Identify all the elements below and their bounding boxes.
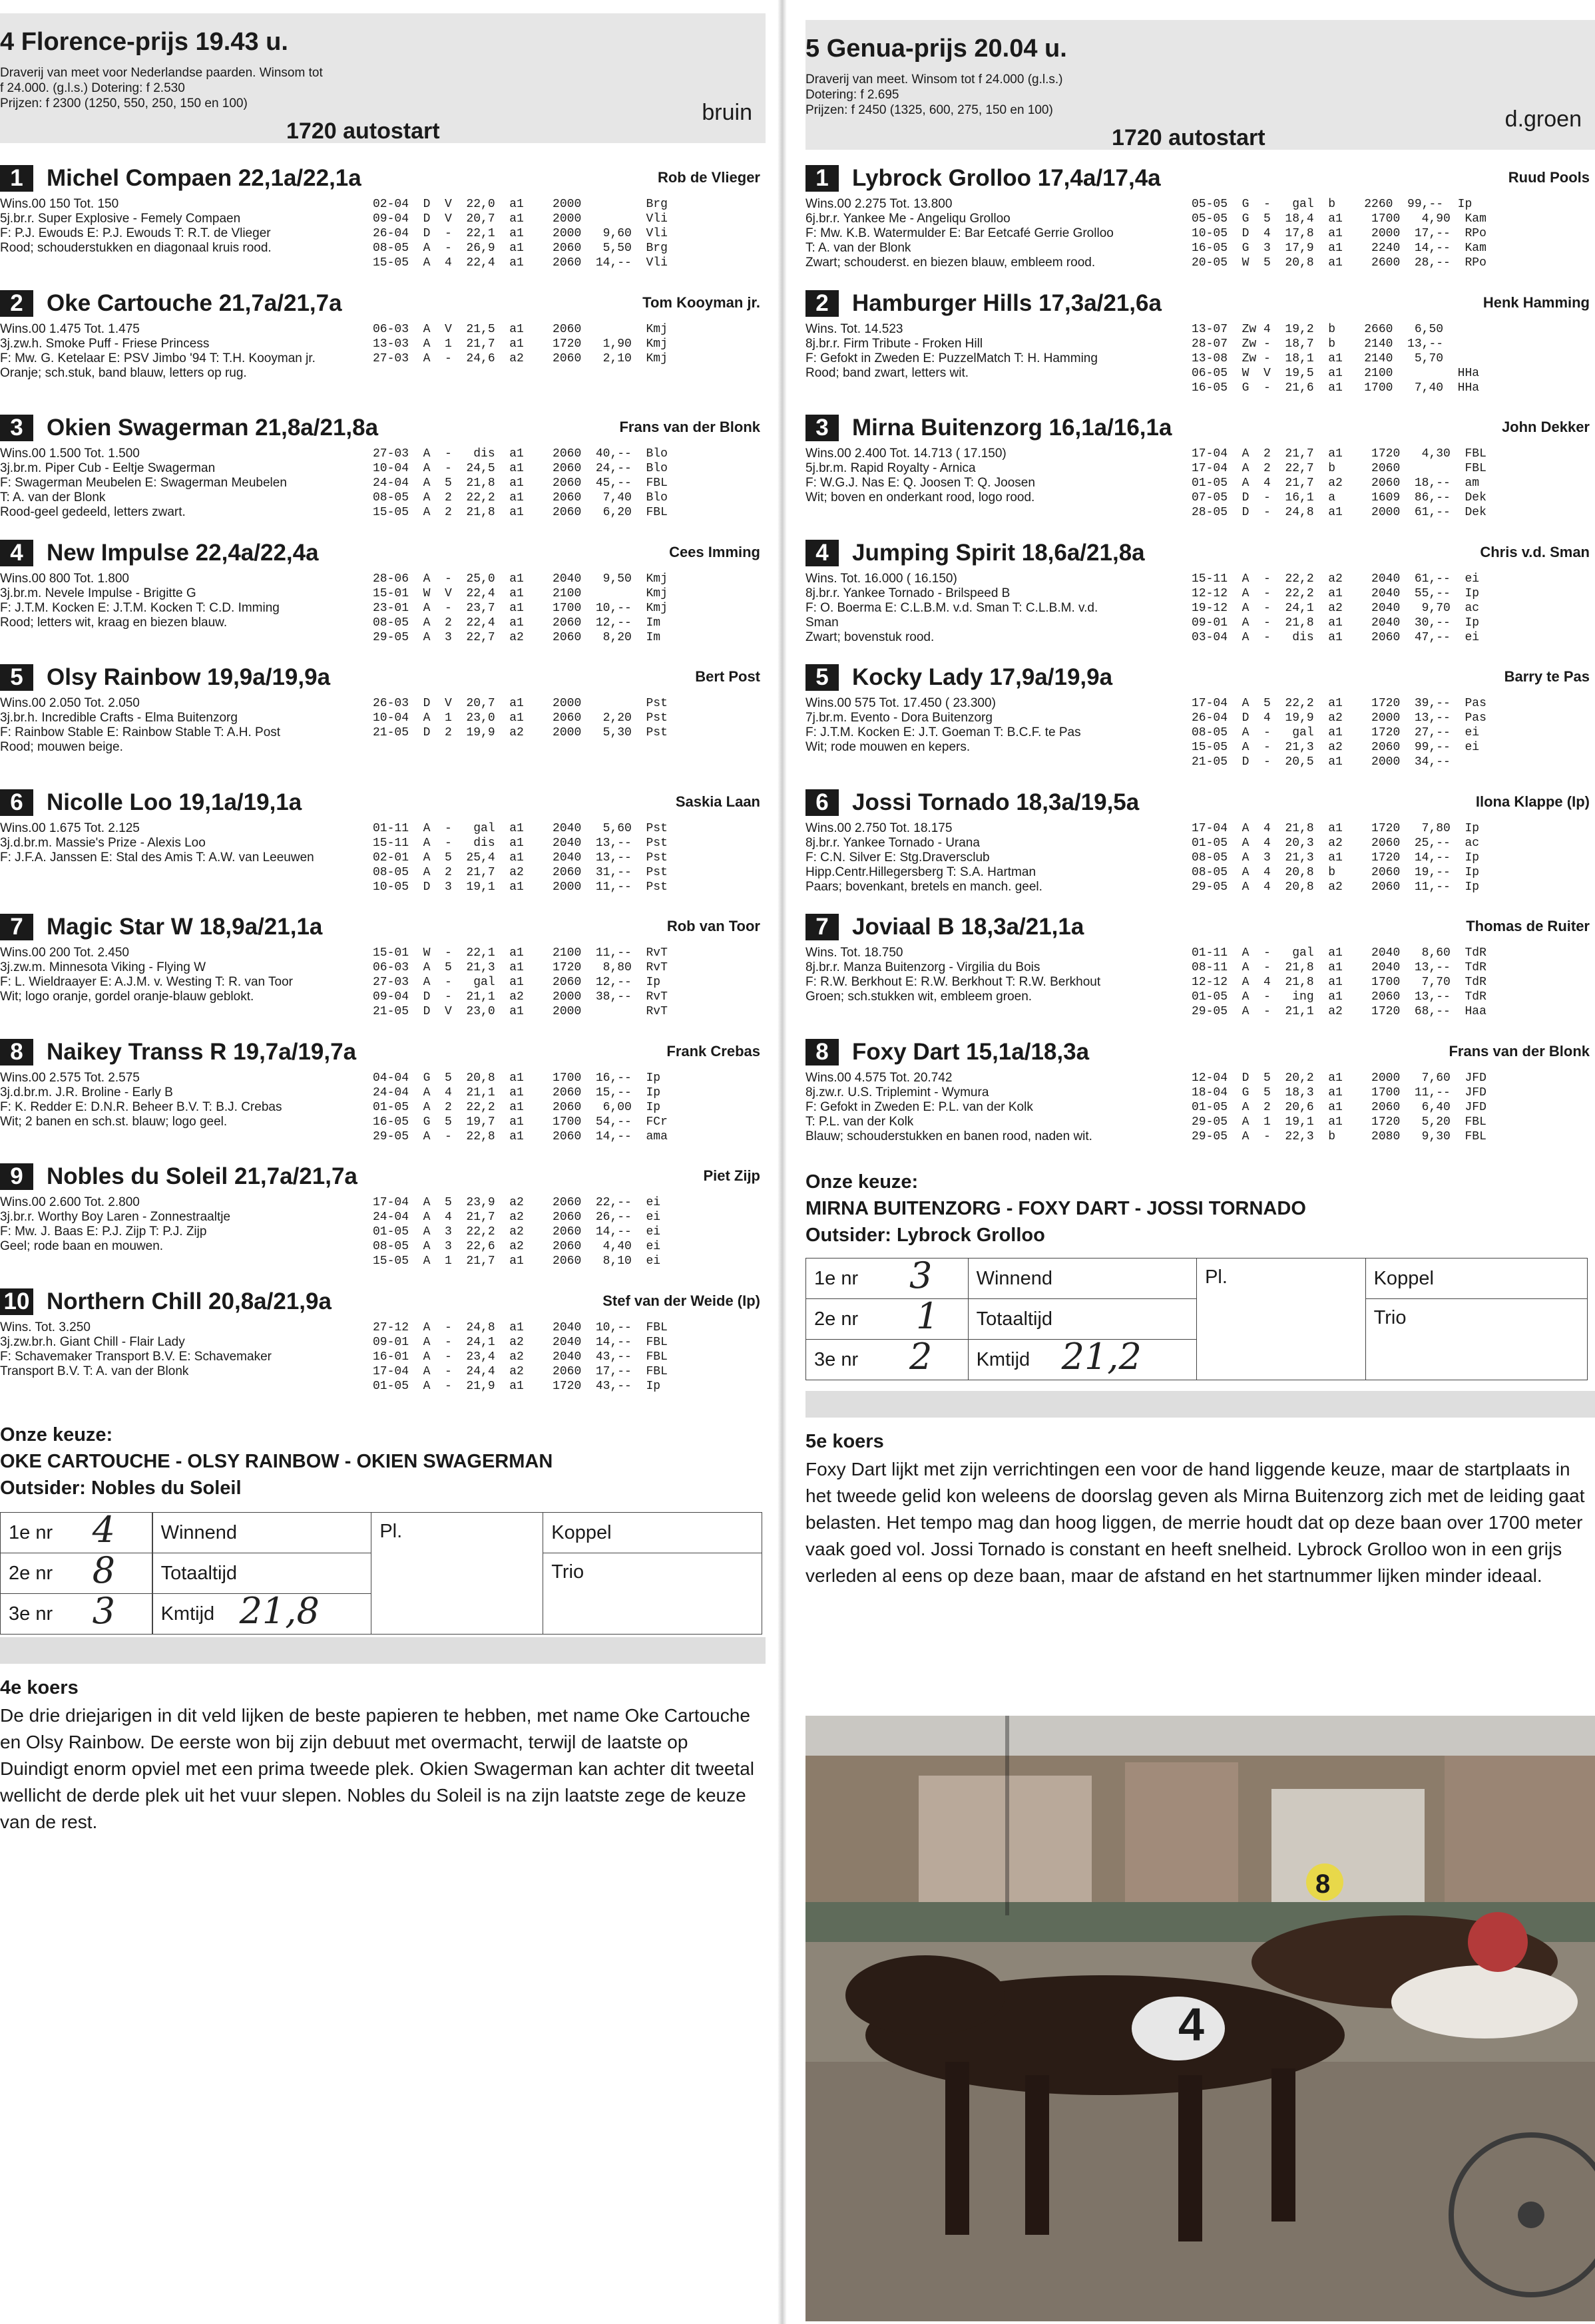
race-color: bruin [702,100,752,125]
horse-info: Wins. Tot. 16.000 ( 16.150) 8j.br.r. Yankee Tornado - Brilspeed B F: O. Boerma E: C.L.B.M. v.d. Sman T: C.L.B.M. v.d. Sman Zwart; bovenstuk rood. [805,571,1098,644]
race-description: Draverij van meet voor Nederlandse paarden. Winsom tot f 24.000. (g.l.s.) Dotering: f 2.530 Prijzen: f 2300 (1250, 550, 250, 150 en 100) [0,66,323,110]
horse-entry [0,539,766,644]
horse-results: 05-05 G - gal b 2260 99,-- Ip 05-05 G 5 18,4 a1 1700 4,90 Kam 10-05 D 4 17,8 a1 2000 17,-- RPo 16-05 G 3 17,9 a1 2240 14,-- Kam 20-05 W 5 20,8 a1 2600 28,-- RPo [1192,198,1486,270]
horse-trainer: Cees Imming [669,543,760,560]
horse-number: 1 [805,165,839,192]
handwritten-second: 1 [916,1295,939,1337]
horse-trainer: Henk Hamming [1482,293,1590,311]
horse-info: Wins. Tot. 18.750 8j.br.r. Manza Buitenzorg - Virgilia du Bois F: R.W. Berkhout E: R.W. Berkhout T: R.W. Berkhout Groen; sch.stukken wit, embleem groen. [805,946,1101,1004]
horse-info: Wins.00 2.050 Tot. 2.050 3j.br.h. Incredible Crafts - Elma Buitenzorg F: Rainbow Stable E: Rainbow Stable T: A.H. Post Rood; mouwen beige. [0,696,281,754]
horse-name: 1 Michel Compaen 22,1a/22,1a [0,165,361,192]
horse-name: 4 New Impulse 22,4a/22,4a [0,540,319,566]
photo-number-4: 4 [1178,1999,1204,2050]
horse-trainer: Thomas de Ruiter [1466,918,1590,934]
handwritten-first: 4 [92,1508,115,1551]
grid-label-r2: 2e nr [1,1553,152,1594]
horse-number: 7 [805,914,839,940]
horse-info: Wins. Tot. 14.523 8j.br.r. Firm Tribute - Froken Hill F: Gefokt in Zweden E: PuzzelMatch T: H. Hamming Rood; band zwart, letters wit. [805,321,1098,380]
horse-entry [805,914,1595,1018]
horse-number: 7 [0,914,33,940]
horse-name: 8 Naikey Transs R 19,7a/19,7a [0,1039,356,1065]
horse-results: 06-03 A V 21,5 a1 2060 Kmj 13-03 A 1 21,7 a1 1720 1,90 Kmj 27-03 A - 24,6 a2 2060 2,10 Kmj [373,322,668,365]
horse-number: 2 [0,290,33,317]
grid-kmtijd: Kmtijd 21,8 [152,1594,371,1635]
horse-number: 9 [0,1163,33,1190]
horse-info: Wins.00 2.275 Tot. 13.800 6j.br.r. Yankee Me - Angeliqu Grolloo F: Mw. K.B. Watermulder E: Bar Eetcafé Gerrie Grolloo T: A. van der Blonk Zwart; schouderst. en biezen blauw, embleem rood. [805,197,1114,270]
horse-results: 13-07 Zw 4 19,2 b 2660 6,50 28-07 Zw - 18,7 b 2140 13,-- 13-08 Zw - 18,1 a1 2140 5,70 06-05 W V 19,5 a1 2100 HHa 16-05 G - 21,6 a1 1700 7,40 HHa [1192,322,1480,395]
horse-entry [805,165,1595,270]
horse-trainer: Frank Crebas [666,1042,760,1060]
horse-results: 15-11 A - 22,2 a2 2040 61,-- ei 12-12 A - 22,2 a1 2040 55,-- Ip 19-12 A - 24,1 a2 2040 9,70 ac 09-01 A - 21,8 a1 2040 30,-- Ip 03-04 A - dis a1 2060 47,-- ei [1192,572,1480,644]
horse-number: 10 [0,1288,33,1315]
grid-pl: Pl. [1197,1259,1366,1380]
grid-label-r2: 2e nr 1 [806,1299,969,1340]
horse-name: 1 Lybrock Grolloo 17,4a/17,4a [805,165,1161,192]
horse-results: 27-12 A - 24,8 a1 2040 10,-- FBL 09-01 A - 24,1 a2 2040 14,-- FBL 16-01 A - 23,4 a2 2040 43,-- FBL 17-04 A - 24,4 a2 2060 17,-- FBL 01-05 A - 21,9 a1 1720 43,-- Ip [373,1320,668,1393]
grid-koppel: Koppel [543,1513,762,1553]
race-color: d.groen [1504,106,1582,132]
horse-name: 5 Olsy Rainbow 19,9a/19,9a [0,664,330,691]
horse-trainer: Tom Kooyman jr. [642,293,760,311]
horse-name: 6 Jossi Tornado 18,3a/19,5a [805,789,1139,816]
horse-number: 8 [805,1039,839,1065]
outsider-line: Outsider: Lybrock Grolloo [805,1225,1045,1246]
horse-number: 8 [0,1039,33,1065]
horse-results: 17-04 A 5 23,9 a2 2060 22,-- ei 24-04 A 4 21,7 a2 2060 26,-- ei 01-05 A 3 22,2 a2 2060 14,-- ei 08-05 A 3 22,6 a2 2060 4,40 ei 15-05 A 1 21,7 a1 2060 8,10 ei [373,1196,661,1268]
race-photo [805,1716,1595,2321]
horse-results: 01-11 A - gal a1 2040 5,60 Pst 15-11 A - dis a1 2040 13,-- Pst 02-01 A 5 25,4 a1 2040 13,-- Pst 08-05 A 2 21,7 a2 2060 31,-- Pst 10-05 D 3 19,1 a1 2000 11,-- Pst [373,821,668,894]
pick-heading: Onze keuze: [0,1424,113,1446]
horse-results: 15-01 W - 22,1 a1 2100 11,-- RvT 06-03 A 5 21,3 a1 1720 8,80 RvT 27-03 A - gal a1 2060 12,-- Ip 09-04 D - 21,1 a2 2000 38,-- RvT 21-05 D V 23,0 a1 2000 RvT [373,946,668,1018]
horse-trainer: Frans van der Blonk [619,419,760,435]
horse-info: Wins.00 150 Tot. 150 5j.br.r. Super Explosive - Femely Compaen F: P.J. Ewouds E: P.J. Ewouds T: R.T. de Vlieger Rood; schouderstukken en diagonaal kruis rood. [0,197,272,255]
race-5-column [805,0,1595,2324]
horse-results: 17-04 A 5 22,2 a1 1720 39,-- Pas 26-04 D 4 19,9 a2 2000 13,-- Pas 08-05 A - gal a1 1720 27,-- ei 15-05 A - 21,3 a2 2060 99,-- ei 21-05 D - 20,5 a1 2000 34,-- [1192,697,1486,769]
pick-line: OKE CARTOUCHE - OLSY RAINBOW - OKIEN SWAGERMAN [0,1451,553,1472]
horse-results: 17-04 A 4 21,8 a1 1720 7,80 Ip 01-05 A 4 20,3 a2 2060 25,-- ac 08-05 A 3 21,3 a1 1720 14,-- Ip 08-05 A 4 20,8 b 2060 19,-- Ip 29-05 A 4 20,8 a2 2060 11,-- Ip [1192,821,1480,894]
horse-entry [805,539,1595,644]
grid-trio: Trio [543,1553,762,1635]
handwritten-kmtijd: 21,8 [239,1590,320,1632]
grid-trio: Trio [1365,1299,1587,1380]
grid-label-r3: 3e nr 2 [806,1340,969,1380]
horse-trainer: Saskia Laan [675,793,760,810]
horse-trainer: Stef van der Weide (Ip) [602,1292,760,1309]
horse-results: 02-04 D V 22,0 a1 2000 Brg 09-04 D V 20,7 a1 2000 Vli 26-04 D - 22,1 a1 2000 9,60 Vli 08-05 A - 26,9 a1 2060 5,50 Brg 15-05 A 4 22,4 a1 2060 14,-- Vli [373,198,668,270]
bet-grid [805,1255,1588,1380]
grey-bar [805,1391,1595,1418]
horse-info: Wins.00 1.675 Tot. 2.125 3j.d.br.m. Massie's Prize - Alexis Loo F: J.F.A. Janssen E: Stal des Amis T: A.W. van Leeuwen [0,821,314,865]
grid-totaaltijd: Totaaltijd [968,1299,1196,1340]
horse-results: 01-11 A - gal a1 2040 8,60 TdR 08-11 A - 21,8 a1 2040 13,-- TdR 12-12 A 4 21,8 a1 1700 7,70 TdR 01-05 A - ing a1 2060 13,-- TdR 29-05 A - 21,1 a2 1720 68,-- Haa [1192,946,1486,1018]
horse-trainer: Ruud Pools [1508,169,1590,186]
horse-trainer: Rob van Toor [666,918,760,934]
horse-name: 2 Oke Cartouche 21,7a/21,7a [0,290,342,317]
horse-results: 17-04 A 2 21,7 a1 1720 4,30 FBL 17-04 A 2 22,7 b 2060 FBL 01-05 A 4 21,7 a2 2060 18,-- am 07-05 D - 16,1 a 1609 86,-- Dek 28-05 D - 24,8 a1 2000 61,-- Dek [1192,447,1486,519]
grid-pl: Pl. [371,1513,543,1635]
handwritten-kmtijd: 21,2 [1061,1336,1142,1378]
horse-entry [0,1288,766,1393]
horse-results: 27-03 A - dis a1 2060 40,-- Blo 10-04 A - 24,5 a1 2060 24,-- Blo 24-04 A 5 21,8 a1 2060 45,-- FBL 08-05 A 2 22,2 a1 2060 7,40 Blo 15-05 A 2 21,8 a1 2060 6,20 FBL [373,447,668,519]
horse-info: Wins.00 2.750 Tot. 18.175 8j.br.r. Yankee Tornado - Urana F: C.N. Silver E: Stg.Draversclub Hipp.Centr.Hillegersberg T: S.A. Hartman Paars; bovenkant, bretels en manch. geel. [805,821,1042,894]
horse-info: Wins.00 2.400 Tot. 14.713 ( 17.150) 5j.br.m. Rapid Royalty - Arnica F: W.G.J. Nas E: Q. Joosen T: Q. Joosen Wit; boven en onderkant rood, logo rood. [805,447,1035,504]
horse-entry [0,1038,766,1143]
section-text: Foxy Dart lijkt met zijn verrichtingen een voor de hand liggende keuze, maar de startplaats in het tweede gelid kon weleens de doorslag geven als Mirna Buitenzorg zich met de leiding gaat belasten. Het tempo mag dan hoog liggen, de merrie houdt dat op deze baan over 1700 meter vaak goed vol. Jossi Tornado is constant en heeft snelheid. Lybrock Grolloo won in een grijs verleden al eens op deze baan, maar de afstand en het startnummer lijken minder ideaal. [805,1459,1585,1586]
horse-trainer: Frans van der Blonk [1449,1042,1590,1060]
horse-name: 9 Nobles du Soleil 21,7a/21,7a [0,1163,357,1190]
horse-number: 1 [0,165,33,192]
handwritten-second: 8 [92,1549,115,1591]
horse-number: 3 [805,415,839,441]
grid-winnend: Winnend [152,1513,371,1553]
horse-results: 12-04 D 5 20,2 a1 2000 7,60 JFD 18-04 G 5 18,3 a1 1700 11,-- JFD 01-05 A 2 20,6 a1 2060 6,40 JFD 29-05 A 1 19,1 a1 1720 5,20 FBL 29-05 A - 22,3 b 2080 9,30 FBL [1192,1071,1486,1143]
horse-info: Wins.00 575 Tot. 17.450 ( 23.300) 7j.br.m. Evento - Dora Buitenzorg F: J.T.M. Kocken E: J.T. Goeman T: B.C.F. te Pas Wit; rode mouwen en kepers. [805,696,1081,754]
grid-winnend: Winnend [968,1259,1196,1299]
horse-name: 7 Magic Star W 18,9a/21,1a [0,914,322,940]
horse-entry [0,165,766,270]
horse-name: 3 Mirna Buitenzorg 16,1a/16,1a [805,415,1172,441]
horse-entry [805,290,1595,395]
race-photo-illustration [805,1716,1595,2321]
horse-entry [805,1038,1595,1143]
horse-name: 4 Jumping Spirit 18,6a/21,8a [805,540,1145,566]
horse-info: Wins.00 800 Tot. 1.800 3j.br.m. Nevele Impulse - Brigitte G F: J.T.M. Kocken E: J.T.M. Kocken T: C.D. Imming Rood; letters wit, kraag en biezen blauw. [0,571,280,630]
race-4-column [0,0,766,2324]
horse-entry [805,789,1595,894]
horse-entry [0,1163,766,1268]
grid-kmtijd: Kmtijd 21,2 [968,1340,1196,1380]
section-text: De drie driejarigen in dit veld lijken de beste papieren te hebben, met name Oke Cartouche en Olsy Rainbow. De eerste won bij zijn debuut met overmacht, terwijl de laatste op Duindigt enorm opviel met een prima tweede plek. Okien Swagerman kan achter dit tweetal wellicht de derde plek uit het vuur slepen. Nobles du Soleil is na zijn laatste zege de keuze van de rest. [0,1705,755,1832]
grey-bar [0,1637,766,1664]
pick-heading: Onze keuze: [805,1171,919,1193]
horse-number: 5 [0,664,33,691]
handwritten-third: 2 [909,1336,933,1378]
photo-number-8: 8 [1315,1869,1331,1899]
horse-name: 2 Hamburger Hills 17,3a/21,6a [805,290,1162,317]
horse-trainer: Bert Post [695,668,760,685]
horse-info: Wins.00 1.475 Tot. 1.475 3j.zw.h. Smoke Puff - Friese Princess F: Mw. G. Ketelaar E: PSV Jimbo '94 T: T.H. Kooyman jr. Oranje; sch.stuk, band blauw, letters op rug. [0,321,316,380]
handwritten-third: 3 [92,1589,115,1632]
horse-entry [0,290,766,390]
grid-koppel: Koppel [1365,1259,1587,1299]
horse-entry [0,415,766,519]
horse-name: 5 Kocky Lady 17,9a/19,9a [805,664,1112,691]
horse-entry [805,664,1595,769]
horse-trainer: Chris v.d. Sman [1480,543,1590,560]
horse-results: 28-06 A - 25,0 a1 2040 9,50 Kmj 15-01 W V 22,4 a1 2100 Kmj 23-01 A - 23,7 a1 1700 10,-- Kmj 08-05 A 2 22,4 a1 2060 12,-- Im 29-05 A 3 22,7 a2 2060 8,20 Im [373,572,668,644]
horse-name: 10 Northern Chill 20,8a/21,9a [0,1288,332,1315]
race-distance: 1720 autostart [1112,125,1265,150]
horse-entry [0,664,766,764]
race-description: Draverij van meet. Winsom tot f 24.000 (g.l.s.) Dotering: f 2.695 Prijzen: f 2450 (1325, 600, 275, 150 en 100) [805,73,1063,117]
race-distance: 1720 autostart [286,118,440,144]
race-header [805,20,1595,150]
section-heading: 4e koers [0,1677,79,1698]
grid-label-r1: 1e nr [1,1513,152,1553]
page-fold [778,0,787,2324]
horse-trainer: Piet Zijp [703,1167,760,1184]
horse-trainer: Ilona Klappe (Ip) [1475,793,1590,810]
horse-name: 7 Joviaal B 18,3a/21,1a [805,914,1084,940]
horse-number: 6 [805,789,839,816]
horse-entry [805,415,1595,519]
race-title: 5 Genua-prijs 20.04 u. [805,35,1067,63]
horse-number: 5 [805,664,839,691]
outsider-line: Outsider: Nobles du Soleil [0,1477,242,1499]
horse-trainer: John Dekker [1501,419,1590,435]
horse-entry [0,914,766,1018]
horse-results: 04-04 G 5 20,8 a1 1700 16,-- Ip 24-04 A 4 21,1 a1 2060 15,-- Ip 01-05 A 2 22,2 a1 2060 6,00 Ip 16-05 G 5 19,7 a1 1700 54,-- FCr 29-05 A - 22,8 a1 2060 14,-- ama [373,1071,668,1143]
pick-line: MIRNA BUITENZORG - FOXY DART - JOSSI TORNADO [805,1198,1306,1219]
grid-totaaltijd: Totaaltijd [152,1553,371,1594]
horse-entry [0,789,766,894]
horse-number: 3 [0,415,33,441]
horse-info: Wins.00 200 Tot. 2.450 3j.zw.m. Minnesota Viking - Flying W F: L. Wieldraayer E: A.J.M. v. Westing T: R. van Toor Wit; logo oranje, gordel oranje-blauw geblokt. [0,946,293,1004]
race-header [0,13,766,143]
horse-name: 8 Foxy Dart 15,1a/18,3a [805,1039,1089,1065]
horse-info: Wins. Tot. 3.250 3j.zw.br.h. Giant Chill - Flair Lady F: Schavemaker Transport B.V. E: Schavemaker Transport B.V. T: A. van der Blonk [0,1320,272,1378]
horse-info: Wins.00 4.575 Tot. 20.742 8j.zw.r. U.S. Triplemint - Wymura F: Gefokt in Zweden E: P.L. van der Kolk T: P.L. van der Kolk Blauw; schouderstukken en banen rood, naden wit. [805,1070,1092,1143]
horse-number: 4 [805,540,839,566]
horse-number: 6 [0,789,33,816]
bet-grid [0,1508,762,1635]
horse-number: 4 [0,540,33,566]
horse-info: Wins.00 1.500 Tot. 1.500 3j.br.m. Piper Cub - Eeltje Swagerman F: Swagerman Meubelen E: Swagerman Meubelen T: A. van der Blonk Rood-geel gedeeld, letters zwart. [0,447,287,519]
horse-number: 2 [805,290,839,317]
handwritten-first: 3 [909,1255,933,1296]
horse-trainer: Rob de Vlieger [657,169,760,186]
horse-info: Wins.00 2.600 Tot. 2.800 3j.br.r. Worthy Boy Laren - Zonnestraaltje F: Mw. J. Baas E: P.J. Zijp T: P.J. Zijp Geel; rode baan en mouwen. [0,1195,231,1253]
horse-results: 26-03 D V 20,7 a1 2000 Pst 10-04 A 1 23,0 a1 2060 2,20 Pst 21-05 D 2 19,9 a2 2000 5,30 Pst [373,697,668,739]
horse-name: 6 Nicolle Loo 19,1a/19,1a [0,789,302,816]
section-heading: 5e koers [805,1431,884,1452]
horse-info: Wins.00 2.575 Tot. 2.575 3j.d.br.m. J.R. Broline - Early B F: K. Redder E: D.N.R. Beheer B.V. T: B.J. Crebas Wit; 2 banen en sch.st. blauw; logo geel. [0,1070,282,1129]
horse-trainer: Barry te Pas [1504,668,1590,685]
grid-label-r1: 1e nr 3 [806,1259,969,1299]
horse-name: 3 Okien Swagerman 21,8a/21,8a [0,415,378,441]
race-title: 4 Florence-prijs 19.43 u. [0,28,288,56]
grid-label-r3: 3e nr [1,1594,152,1635]
